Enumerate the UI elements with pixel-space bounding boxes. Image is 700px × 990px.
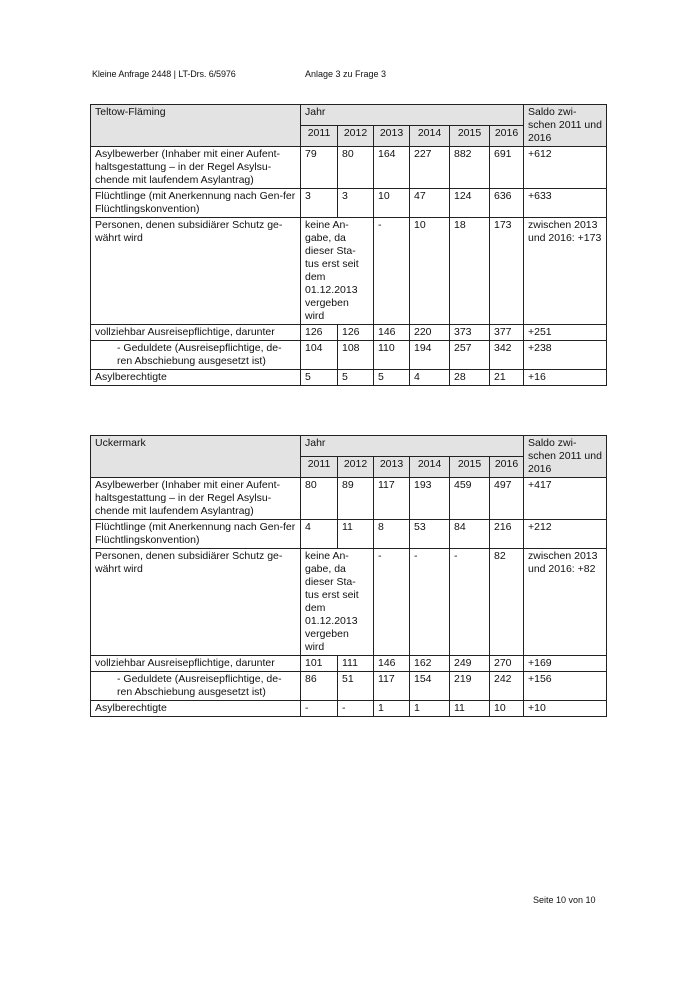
value-cell: 84: [450, 520, 490, 549]
value-cell: 117: [374, 672, 410, 701]
value-cell: 126: [301, 325, 338, 341]
value-cell: 162: [410, 656, 450, 672]
saldo-cell: +10: [524, 701, 607, 717]
value-cell: -: [374, 549, 410, 656]
row-label: - Geduldete (Ausreisepflichtige, de-ren Abschiebung ausgesetzt ist): [91, 341, 301, 370]
region-name: Teltow-Fläming: [91, 105, 301, 147]
saldo-header: Saldo zwi-schen 2011 und 2016: [524, 105, 607, 147]
region-table-teltow-flaeming: [90, 104, 607, 386]
value-cell: 373: [450, 325, 490, 341]
value-cell: 117: [374, 478, 410, 520]
table-row: [91, 478, 607, 520]
value-cell: 1: [410, 701, 450, 717]
row-label: vollziehbar Ausreisepflichtige, darunter: [91, 656, 301, 672]
value-cell: 28: [450, 370, 490, 386]
value-cell: 126: [338, 325, 374, 341]
value-cell: 3: [301, 189, 338, 218]
value-cell: 257: [450, 341, 490, 370]
value-cell: 21: [490, 370, 524, 386]
value-cell: 193: [410, 478, 450, 520]
row-label: vollziehbar Ausreisepflichtige, darunter: [91, 325, 301, 341]
table-row: [91, 549, 607, 656]
value-cell: 110: [374, 341, 410, 370]
value-cell: 10: [410, 218, 450, 325]
value-cell: 194: [410, 341, 450, 370]
row-label: Flüchtlinge (mit Anerkennung nach Gen-fer Flüchtlingskonvention): [91, 189, 301, 218]
value-cell: 5: [338, 370, 374, 386]
value-cell: 80: [301, 478, 338, 520]
table-row: [91, 218, 607, 325]
row-label: Asylberechtigte: [91, 370, 301, 386]
value-cell: -: [374, 218, 410, 325]
year-header: 2013: [374, 126, 410, 147]
value-cell: 216: [490, 520, 524, 549]
value-cell: 1: [374, 701, 410, 717]
value-cell: 377: [490, 325, 524, 341]
value-cell: 220: [410, 325, 450, 341]
value-cell: -: [450, 549, 490, 656]
year-header: 2011: [301, 126, 338, 147]
saldo-cell: zwischen 2013 und 2016: +82: [524, 549, 607, 656]
value-cell: 53: [410, 520, 450, 549]
value-cell: -: [338, 701, 374, 717]
value-cell: 108: [338, 341, 374, 370]
value-cell: 146: [374, 325, 410, 341]
saldo-cell: +417: [524, 478, 607, 520]
saldo-cell: +212: [524, 520, 607, 549]
year-header: 2012: [338, 457, 374, 478]
value-cell: 4: [301, 520, 338, 549]
value-cell: 636: [490, 189, 524, 218]
saldo-cell: +238: [524, 341, 607, 370]
value-cell: 11: [338, 520, 374, 549]
table-row: [91, 701, 607, 717]
value-cell: 227: [410, 147, 450, 189]
value-cell: 882: [450, 147, 490, 189]
year-header: 2011: [301, 457, 338, 478]
value-cell: 111: [338, 656, 374, 672]
value-cell: 5: [301, 370, 338, 386]
document-reference: Kleine Anfrage 2448 | LT-Drs. 6/5976: [92, 69, 236, 79]
value-cell: 219: [450, 672, 490, 701]
row-label: Personen, denen subsidiärer Schutz ge-währt wird: [91, 218, 301, 325]
value-cell: 270: [490, 656, 524, 672]
year-group-header: Jahr: [301, 436, 524, 457]
value-cell: 51: [338, 672, 374, 701]
value-cell: 89: [338, 478, 374, 520]
saldo-cell: +16: [524, 370, 607, 386]
annex-label: Anlage 3 zu Frage 3: [305, 69, 387, 79]
value-cell: 5: [374, 370, 410, 386]
year-header: 2012: [338, 126, 374, 147]
value-cell: 497: [490, 478, 524, 520]
table-row: [91, 656, 607, 672]
value-cell: -: [410, 549, 450, 656]
value-cell: 4: [410, 370, 450, 386]
saldo-cell: +169: [524, 656, 607, 672]
saldo-cell: +633: [524, 189, 607, 218]
table-row: [91, 341, 607, 370]
value-cell: 242: [490, 672, 524, 701]
table-row: [91, 672, 607, 701]
table-row: [91, 520, 607, 549]
value-cell: 82: [490, 549, 524, 656]
value-cell: 3: [338, 189, 374, 218]
value-cell: 146: [374, 656, 410, 672]
row-label: - Geduldete (Ausreisepflichtige, de-ren Abschiebung ausgesetzt ist): [91, 672, 301, 701]
row-label: Personen, denen subsidiärer Schutz ge-währt wird: [91, 549, 301, 656]
status-note: keine An-gabe, da dieser Sta-tus erst seit dem 01.12.2013 vergeben wird: [301, 549, 374, 656]
table-row: [91, 325, 607, 341]
table-row: [91, 189, 607, 218]
value-cell: 101: [301, 656, 338, 672]
value-cell: 173: [490, 218, 524, 325]
saldo-cell: zwischen 2013 und 2016: +173: [524, 218, 607, 325]
value-cell: 249: [450, 656, 490, 672]
region-table-uckermark: [90, 435, 607, 717]
page-number: Seite 10 von 10: [533, 895, 596, 905]
value-cell: 342: [490, 341, 524, 370]
saldo-cell: +251: [524, 325, 607, 341]
status-note: keine An-gabe, da dieser Sta-tus erst seit dem 01.12.2013 vergeben wird: [301, 218, 374, 325]
saldo-cell: +156: [524, 672, 607, 701]
value-cell: 164: [374, 147, 410, 189]
row-label: Flüchtlinge (mit Anerkennung nach Gen-fer Flüchtlingskonvention): [91, 520, 301, 549]
value-cell: 47: [410, 189, 450, 218]
value-cell: 18: [450, 218, 490, 325]
value-cell: 79: [301, 147, 338, 189]
value-cell: 80: [338, 147, 374, 189]
year-header: 2014: [410, 126, 450, 147]
value-cell: 11: [450, 701, 490, 717]
row-label: Asylberechtigte: [91, 701, 301, 717]
year-header: 2016: [490, 457, 524, 478]
table-row: [91, 147, 607, 189]
value-cell: 104: [301, 341, 338, 370]
region-name: Uckermark: [91, 436, 301, 478]
value-cell: 691: [490, 147, 524, 189]
value-cell: 8: [374, 520, 410, 549]
year-group-header: Jahr: [301, 105, 524, 126]
value-cell: 154: [410, 672, 450, 701]
year-header: 2013: [374, 457, 410, 478]
year-header: 2016: [490, 126, 524, 147]
year-header: 2015: [450, 457, 490, 478]
year-header: 2015: [450, 126, 490, 147]
value-cell: 10: [374, 189, 410, 218]
value-cell: -: [301, 701, 338, 717]
value-cell: 459: [450, 478, 490, 520]
value-cell: 86: [301, 672, 338, 701]
row-label: Asylbewerber (Inhaber mit einer Aufent-haltsgestattung – in der Regel Asylsu-chende mit laufendem Asylantrag): [91, 147, 301, 189]
year-header: 2014: [410, 457, 450, 478]
value-cell: 10: [490, 701, 524, 717]
saldo-header: Saldo zwi-schen 2011 und 2016: [524, 436, 607, 478]
table-row: [91, 370, 607, 386]
value-cell: 124: [450, 189, 490, 218]
saldo-cell: +612: [524, 147, 607, 189]
row-label: Asylbewerber (Inhaber mit einer Aufent-haltsgestattung – in der Regel Asylsu-chende mit laufendem Asylantrag): [91, 478, 301, 520]
